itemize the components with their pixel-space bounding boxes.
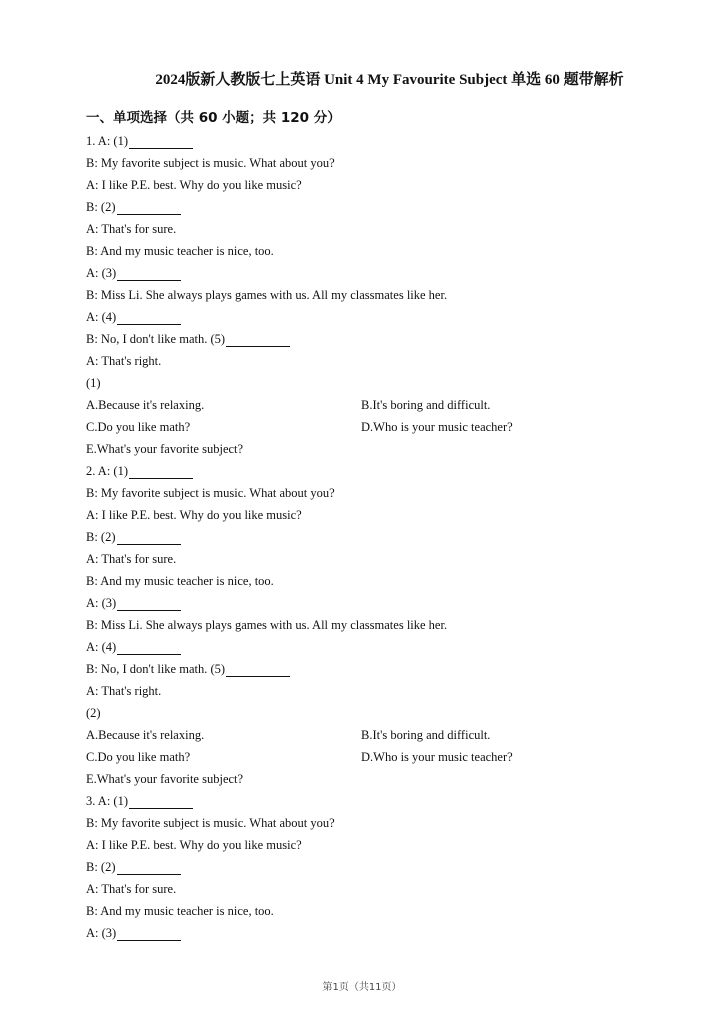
question-3 (86, 790, 686, 944)
dialogue-line: B: No, I don't like math. (5) (86, 328, 686, 350)
answer-blank (226, 662, 290, 677)
dialogue-line: A: (4) (86, 306, 686, 328)
dialogue-line: B: And my music teacher is nice, too. (86, 244, 274, 258)
dialogue-line: B: And my music teacher is nice, too. (86, 574, 274, 588)
dialogue-line: A: I like P.E. best. Why do you like music? (86, 178, 302, 192)
option-e[interactable]: E.What's your favorite subject? (86, 442, 244, 456)
answer-blank (117, 860, 181, 875)
dialogue-line: A: That's for sure. (86, 882, 177, 896)
dialogue-line: B: And my music teacher is nice, too. (86, 904, 274, 918)
option-row (86, 746, 686, 768)
answer-blank (117, 266, 181, 281)
dialogue-line: A: (4) (86, 636, 686, 658)
dialogue-line: B: My favorite subject is music. What about you? (86, 816, 335, 830)
answer-blank (117, 596, 181, 611)
dialogue-line: A: That's right. (86, 684, 162, 698)
option-c[interactable]: C.Do you like math? (86, 420, 191, 434)
answer-blank (117, 926, 181, 941)
dialogue-line: B: (2) (86, 526, 686, 548)
dialogue-line: B: My favorite subject is music. What about you? (86, 486, 335, 500)
dialogue-line: A: (3) (86, 922, 686, 944)
answer-blank (117, 310, 181, 325)
answer-blank (129, 134, 193, 149)
question-1 (86, 130, 686, 460)
option-a[interactable]: A.Because it's relaxing. (86, 728, 205, 742)
question-2 (86, 460, 686, 790)
dialogue-line: A: That's for sure. (86, 552, 177, 566)
sub-question-number: (2) (86, 706, 101, 720)
dialogue-line: B: (2) (86, 856, 686, 878)
answer-blank (117, 200, 181, 215)
option-d[interactable]: D.Who is your music teacher? (361, 420, 513, 434)
dialogue-line: A: (3) (86, 592, 686, 614)
answer-blank (117, 640, 181, 655)
sub-question-number: (1) (86, 376, 101, 390)
option-b[interactable]: B.It's boring and difficult. (361, 728, 491, 742)
dialogue-line: 3. A: (1) (86, 790, 686, 812)
dialogue-line: B: Miss Li. She always plays games with us. All my classmates like her. (86, 288, 448, 302)
dialogue-line: A: That's for sure. (86, 222, 177, 236)
answer-blank (129, 464, 193, 479)
dialogue-line: B: My favorite subject is music. What about you? (86, 156, 335, 170)
option-row (86, 724, 686, 746)
dialogue-line: A: That's right. (86, 354, 162, 368)
option-row (86, 394, 686, 416)
dialogue-line: 1. A: (1) (86, 130, 686, 152)
page-footer: 第1页（共11页） (322, 982, 402, 993)
question-list (86, 130, 686, 944)
document-title: 2024版新人教版七上英语 Unit 4 My Favourite Subject 单选 60 题带解析 (155, 72, 624, 88)
option-d[interactable]: D.Who is your music teacher? (361, 750, 513, 764)
dialogue-line: B: (2) (86, 196, 686, 218)
dialogue-line: A: (3) (86, 262, 686, 284)
dialogue-line: 2. A: (1) (86, 460, 686, 482)
dialogue-line: A: I like P.E. best. Why do you like music? (86, 508, 302, 522)
option-e[interactable]: E.What's your favorite subject? (86, 772, 244, 786)
answer-blank (226, 332, 290, 347)
dialogue-line: B: Miss Li. She always plays games with us. All my classmates like her. (86, 618, 448, 632)
dialogue-line: A: I like P.E. best. Why do you like music? (86, 838, 302, 852)
option-b[interactable]: B.It's boring and difficult. (361, 398, 491, 412)
option-row (86, 416, 686, 438)
answer-blank (129, 794, 193, 809)
dialogue-line: B: No, I don't like math. (5) (86, 658, 686, 680)
option-a[interactable]: A.Because it's relaxing. (86, 398, 205, 412)
option-c[interactable]: C.Do you like math? (86, 750, 191, 764)
answer-blank (117, 530, 181, 545)
section-heading: 一、单项选择（共 60 小题；共 120 分） (86, 110, 341, 126)
